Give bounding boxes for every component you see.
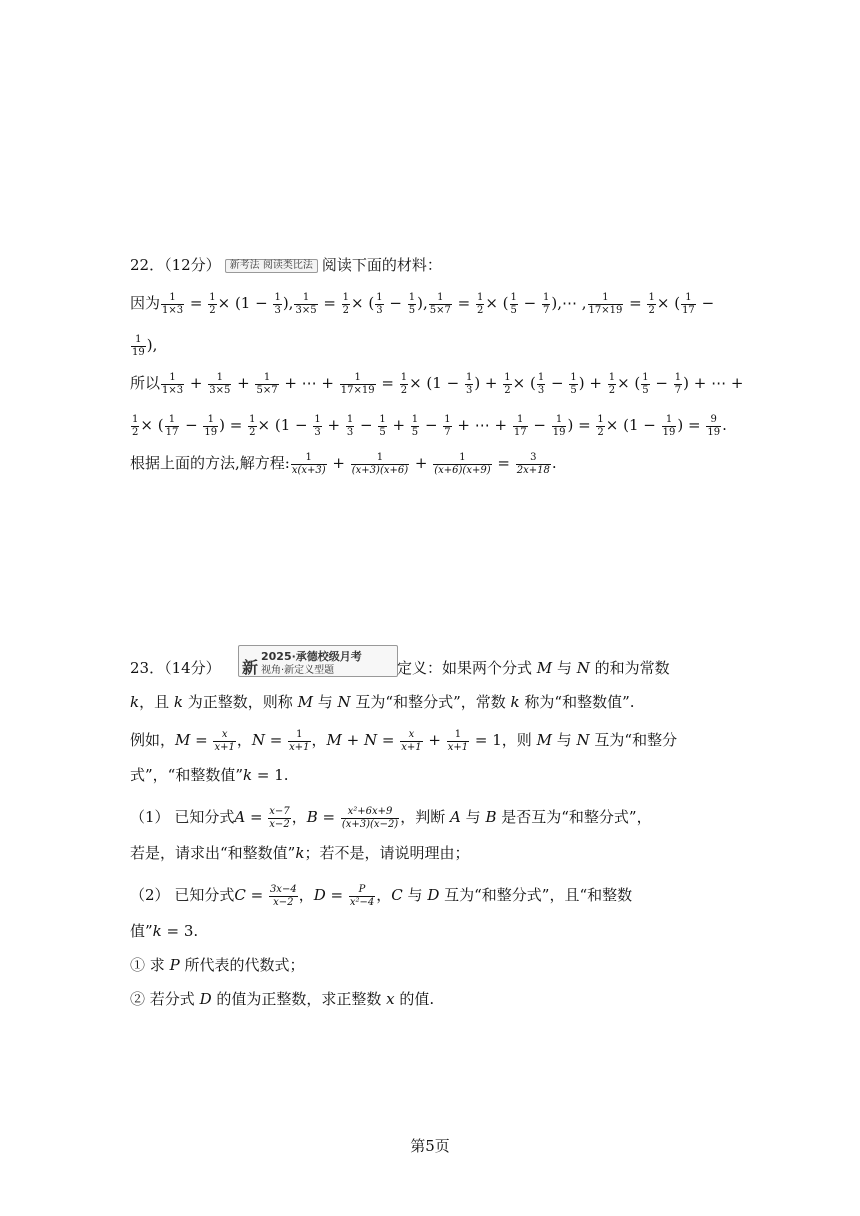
ex-then3: 互为“和整分 (594, 731, 678, 749)
sub2-a: ② 若分式 (130, 990, 195, 1008)
def-text-1: 定义：如果两个分式 (397, 659, 533, 677)
q22-intro: 阅读下面的材料： (321, 256, 442, 274)
l2e: 称为“和整数值”. (524, 693, 635, 711)
because-label: 因为 (130, 294, 161, 312)
p2-text: 已知分式 (174, 886, 235, 904)
sub1-a: ① 求 (130, 956, 165, 974)
solve-label: 根据上面的方法,解方程: (130, 454, 290, 472)
l2c: 与 (317, 693, 333, 711)
q23-score: （14分） (164, 659, 221, 677)
l2a: ，且 (139, 693, 170, 711)
p1-l2: 若是，请求出“和整数值” (130, 844, 296, 862)
p1-l2b: ；若不是，请说明理由； (304, 844, 470, 862)
badge-year: 2025·承德校级月考 (261, 650, 362, 663)
p1-text: 已知分式 (174, 808, 235, 826)
p1-is: 是否互为“和整分式”， (501, 808, 652, 826)
sub2-b: 的值为正整数，求正整数 (216, 990, 382, 1008)
q22-header (130, 258, 442, 273)
q22-because-cont: $\frac{1}{19}$ ), (132, 334, 158, 358)
p1-label: （1） (130, 808, 170, 826)
p1-and: 与 (465, 808, 481, 826)
q23-sub2: ② 若分式 D 的值为正整数，求正整数 x 的值. (130, 990, 435, 1008)
q23-example-line: 例如，M = $\frac{x}{x+1}$ ，N = $\frac{1}{x+1}$ ，M + N = $\frac{x}{x+1}$ + $\frac{1}{x+1}$ = 1，则 M 与 N 互为“和整分 (130, 729, 678, 753)
l4: 式”，“和整数值” (130, 766, 244, 784)
p2-mid2: 互为“和整分式”，且“和整数 (444, 886, 633, 904)
p1-judge: ，判断 (400, 808, 446, 826)
q22-so-line: 所以 $\frac{1}{1\times 3}$ + $\frac{1}{3\times 5}$ + $\frac{1}{5\times 7}$ + ⋯ + $\frac{1}{17\times 19}$ = $\frac{1}{2}$ × (1 − $\frac{1}{3}$ ) + $\frac{1}{2}$ × ( $\frac{1}{3}$ − $\frac{1}{5}$ ) + $\frac{1}{2}$ × ( $\frac{1}{5}$ − $\frac{1}{7}$ ) + ⋯ + (130, 372, 744, 396)
q23-number: 23． (130, 659, 165, 677)
ex-then: ，则 (501, 731, 532, 749)
sub1-b: 所代表的代数式； (184, 956, 305, 974)
q23-def-line: 定义：如果两个分式 M 与 N 的和为常数 (397, 659, 670, 677)
q23-part2: （2） 已知分式C = $\frac{3x-4}{x-2}$ ，D = $\frac{P}{\text{x²−4}}$ ，C 与 D 互为“和整分式”，且“和整数 (130, 884, 633, 908)
example-label: 例如， (130, 731, 176, 749)
badge-big: 新 (242, 658, 259, 677)
ex-then2: 与 (556, 731, 572, 749)
def-text-3: 的和为常数 (594, 659, 670, 677)
p2-label: （2） (130, 886, 170, 904)
p2-mid: 与 (407, 886, 423, 904)
sub2-c: 的值. (399, 990, 435, 1008)
q23-sub1: ① 求 P 所代表的代数式； (130, 956, 305, 974)
q23-part1-line2: 若是，请求出“和整数值”k；若不是，请说明理由； (130, 844, 470, 862)
q23-part2-line2: 值”k = 3. (130, 922, 199, 940)
q22-score: （12分） (164, 256, 221, 274)
q22-badge: 新考法 阅读类比法 (225, 259, 318, 273)
q22-number: 22． (130, 256, 165, 274)
q23-part1: （1） 已知分式A = $\frac{x-7}{x-2}$ ，B = $\frac{\text{x²+6x+9}}{(x+3)(x-2)}$ ，判断 A 与 B 是否互为“和整分式”， (130, 806, 652, 830)
page-footer: 第5页 (410, 1137, 450, 1155)
def-text-2: 与 (556, 659, 572, 677)
q23-badge (238, 645, 398, 677)
p2-l2: 值” (130, 922, 153, 940)
q23-line4: 式”，“和整数值”k = 1. (130, 766, 289, 784)
q22-so-cont: $\frac{1}{2}$ × ( $\frac{1}{17}$ − $\frac{1}{19}$ ) = $\frac{1}{2}$ × (1 − $\frac{1}{3}$ + $\frac{1}{3}$ − $\frac{1}{5}$ + $\frac{1}{5}$ − $\frac{1}{7}$ + ⋯ + $\frac{1}{17}$ − $\frac{1}{19}$ ) = $\frac{1}{2}$ × (1 − $\frac{1}{19}$ ) = $\frac{9}{19}$ . (132, 414, 727, 438)
q23-line2: k，且 k 为正整数，则称 M 与 N 互为“和整分式”，常数 k 称为“和整数值”. (130, 693, 635, 711)
badge-sub: 视角·新定义型题 (261, 665, 335, 676)
q23-header (130, 661, 221, 676)
q22-because-line: 因为 $\frac{1}{1\times 3}$ = $\frac{1}{2}$ × (1 − $\frac{1}{3}$ ), $\frac{1}{3\times 5}$ = $\frac{1}{2}$ × ( $\frac{1}{3}$ − $\frac{1}{5}$ ), $\frac{1}{5\times 7}$ = $\frac{1}{2}$ × ( $\frac{1}{5}$ − $\frac{1}{7}$ ),⋯ , $\frac{1}{17\times 19}$ = $\frac{1}{2}$ × ( $\frac{1}{17}$ − (130, 292, 715, 316)
q22-solve-line: 根据上面的方法,解方程: $\frac{1}{x(x+3)}$ + $\frac{1}{(x+3)(x+6)}$ + $\frac{1}{(x+6)(x+9)}$ = $\frac{3}{2x+18}$ . (130, 452, 557, 476)
l2d: 互为“和整分式”，常数 (355, 693, 506, 711)
l2b: 为正整数，则称 (187, 693, 293, 711)
so-label: 所以 (130, 374, 161, 392)
